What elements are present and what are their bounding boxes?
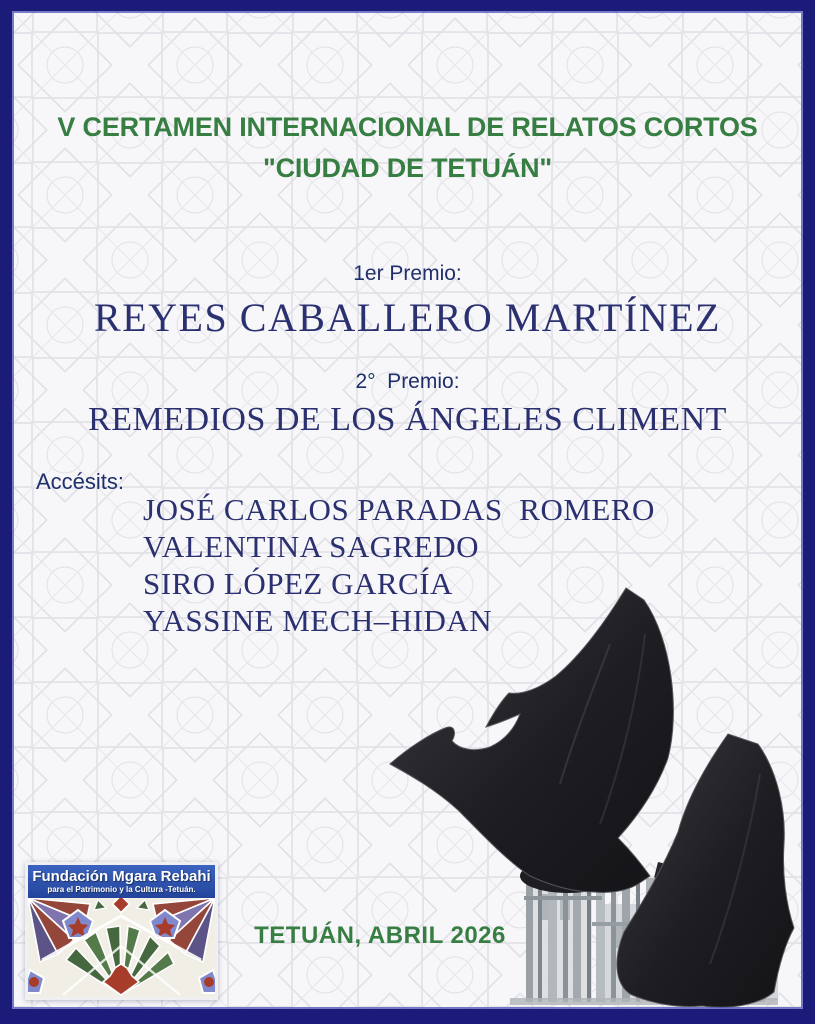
second-prize-winner: REMEDIOS DE LOS ÁNGELES CLIMENT	[88, 401, 727, 438]
accesits-list	[143, 491, 655, 639]
contest-title-line1: V CERTAMEN INTERNACIONAL DE RELATOS CORTOS	[57, 112, 758, 142]
second-prize-label: 2° Premio:	[355, 370, 460, 393]
foundation-logo	[25, 862, 218, 1000]
accesit-winner: VALENTINA SAGREDO	[143, 529, 480, 564]
logo-title: Fundación Mgara Rebahi	[32, 868, 211, 885]
first-prize-winner: REYES CABALLERO MARTÍNEZ	[94, 295, 721, 340]
contest-title-line2: "CIUDAD DE TETUÁN"	[263, 153, 552, 183]
logo-subtitle: para el Patrimonio y la Cultura -Tetuán.	[47, 885, 196, 894]
accesit-winner: JOSÉ CARLOS PARADAS ROMERO	[143, 492, 655, 527]
first-prize-label: 1er Premio:	[353, 262, 462, 285]
logo-band	[28, 865, 215, 898]
accesit-winner: YASSINE MECH–HIDAN	[143, 603, 493, 638]
accesits-label: Accésits:	[36, 469, 125, 494]
zellige-mosaic-icon	[28, 898, 215, 997]
accesit-winner: SIRO LÓPEZ GARCÍA	[143, 566, 453, 601]
date-line: TETUÁN, ABRIL 2026	[254, 922, 506, 949]
